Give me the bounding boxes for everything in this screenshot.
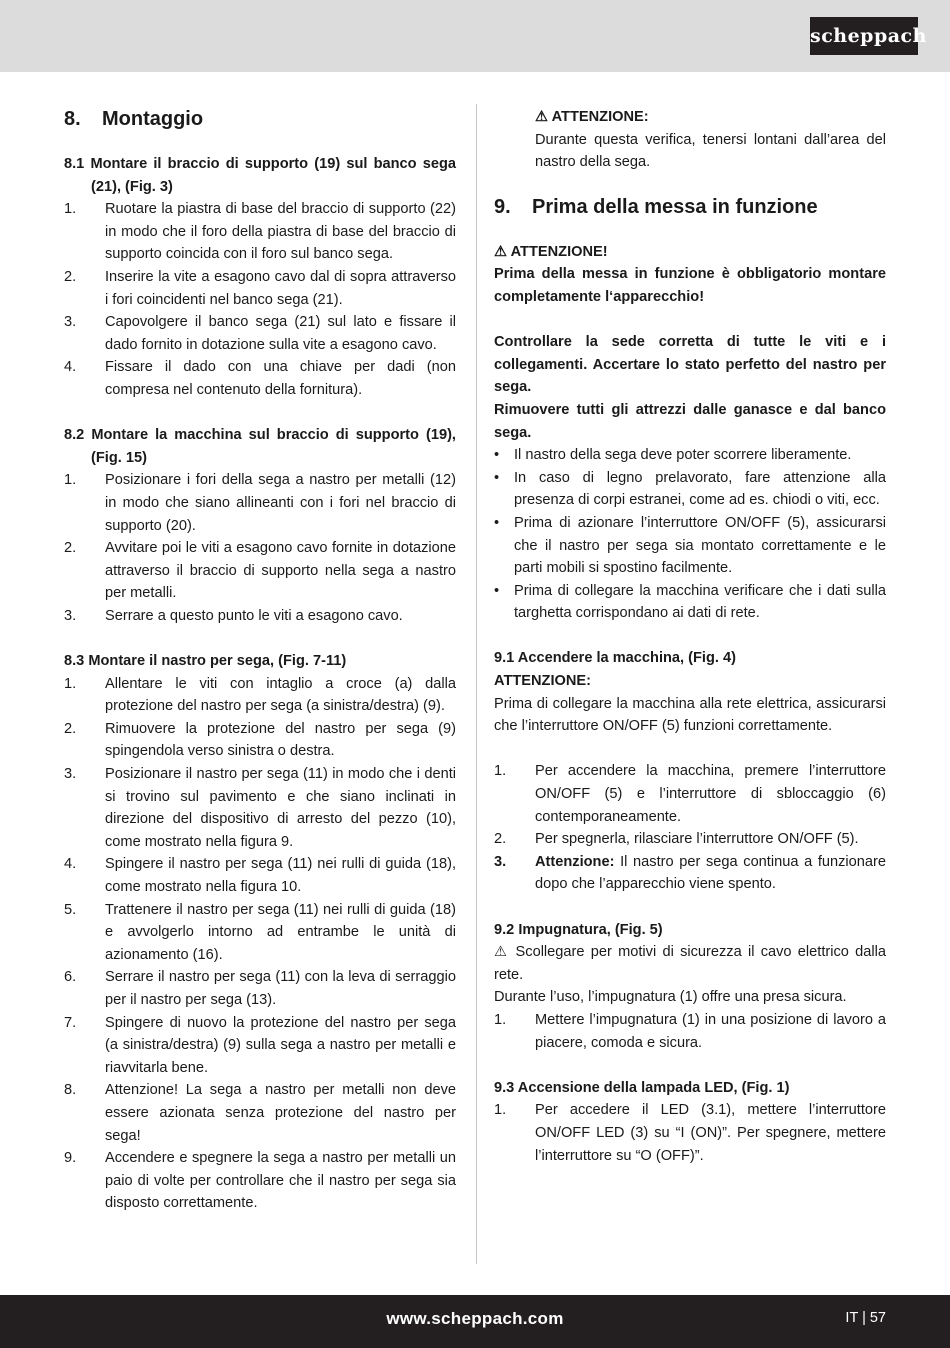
top-warning-label: ⚠ ATTENZIONE: [535,109,649,125]
section-8-2-heading: 8.2 Montare la macchina sul braccio di supporto (19), (Fig. 15) [64,427,456,466]
section-9-1-text: Prima di collegare la macchina alla rete elettrica, assicurarsi che l’interruttore ON/OFF (5) funzioni correttamente. [494,695,886,735]
list-item: 3. Serrare a questo punto le viti a esagono cavo. [64,607,403,624]
list-item: • Il nastro della sega deve poter scorrere liberamente. [494,444,886,467]
section-9-1-attention: ATTENZIONE: [494,673,592,690]
list-item: 2. Per spegnerla, rilasciare l’interruttore ON/OFF (5). [494,831,859,848]
section-9-2-text: Durante l’uso, l’impugnatura (1) offre una presa sicura. [494,989,847,1006]
list-item: 5. Trattenere il nastro per sega (11) nei rulli di guida (18) e avvolgerlo intorno ad entrambe le unità di azionamento (16). [64,901,456,963]
list-item: 9. Accendere e spegnere la sega a nastro per metalli un paio di volte per controllare che il nastro per sega sia disposto correttamente. [64,1150,456,1212]
top-warning-text: Durante questa verifica, tenersi lontani dall’area del nastro della sega. [535,131,886,171]
section-9-3-list [494,1099,886,1167]
section-8-2-list [64,469,456,627]
section-8-3-list [64,673,456,1215]
warning-text: Prima della messa in funzione è obbligatorio montare completamente l‘apparecchio! [494,266,886,305]
footer-bar [0,1295,950,1348]
list-item: 1. Per accendere la macchina, premere l’interruttore ON/OFF (5) e l’interruttore di sbloccaggio (6) contemporaneamente. [494,763,886,825]
page-number: IT | 57 [845,1310,886,1326]
list-item: • Prima di collegare la macchina verificare che i dati sulla targhetta corrispondano ai dati di rete. [494,580,886,625]
left-column [64,104,456,1215]
section-9-2-heading: 9.2 Impugnatura, (Fig. 5) [494,921,663,938]
list-item: 4. Spingere il nastro per sega (11) nei rulli di guida (18), come mostrato nella figura 10. [64,856,456,895]
section-8-1-list [64,198,456,401]
list-item: 2. Avvitare poi le viti a esagono cavo fornite in dotazione attraverso il braccio di supporto nella sega a nastro per metalli. [64,540,456,602]
section-8-3-heading: 8.3 Montare il nastro per sega, (Fig. 7-11) [64,653,347,670]
section-9-title: 9. Prima della messa in funzione [494,195,818,218]
footer-url[interactable]: www.scheppach.com [386,1309,564,1328]
check-text: Controllare la sede corretta di tutte le viti e i collegamenti. Accertare lo stato perfetto del nastro per sega. [494,334,886,396]
list-item: 2. Inserire la vite a esagono cavo dal di sopra attraverso i fori coincidenti nel banco sega (21). [64,268,456,308]
right-column [494,106,886,1167]
header-bar [0,0,950,72]
section-9-1-heading: 9.1 Accendere la macchina, (Fig. 4) [494,650,736,667]
list-item: 1. Ruotare la piastra di base del braccio di supporto (22) in modo che il foro della piastra di base del braccio di supporto coincida con il foro sul banco sega. [64,201,456,263]
list-item: 7. Spingere di nuovo la protezione del nastro per sega (a sinistra/destra) (9) sulla sega a nastro per metalli e riavvitarla bene. [64,1014,456,1076]
column-divider [476,104,477,1264]
list-item: 3. Attenzione: Il nastro per sega continua a funzionare dopo che l’apparecchio viene spento. [494,853,886,893]
list-item: 1. Mettere l’impugnatura (1) in una posizione di lavoro a piacere, comoda e sicura. [494,1011,886,1051]
list-item: 2. Rimuovere la protezione del nastro per sega (9) spingendola verso sinistra o destra. [64,720,456,760]
list-item: 1. Per accedere il LED (3.1), mettere l’interruttore ON/OFF LED (3) su “I (ON)”. Per spegnere, mettere l’interruttore su “O (OFF)”. [494,1102,886,1164]
list-item: • In caso di legno prelavorato, fare attenzione alla presenza di corpi estranei, come ad es. chiodi o viti, ecc. [494,467,886,512]
list-item: 6. Serrare il nastro per sega (11) con la leva di serraggio per il nastro per sega (13). [64,969,456,1008]
list-item: 3. Capovolgere il banco sega (21) sul lato e fissare il dado fornito in dotazione sulla vite a esagono cavo. [64,314,456,353]
brand-logo: scheppach [810,17,918,55]
remove-text: Rimuovere tutti gli attrezzi dalle ganasce e dal banco sega. [494,401,886,441]
section-8-1-heading: 8.1 Montare il braccio di supporto (19) sul banco sega (21), (Fig. 3) [64,156,456,195]
section-9-3-heading: 9.3 Accensione della lampada LED, (Fig. 1) [494,1079,790,1096]
list-item: • Prima di azionare l’interruttore ON/OFF (5), assicurarsi che il nastro per sega sia montato correttamente e le parti mobili si spostino facilmente. [494,512,886,580]
checklist [494,444,886,625]
section-9-1-list [494,760,886,896]
list-item: 8. Attenzione! La sega a nastro per metalli non deve essere azionata senza protezione del nastro per sega! [64,1082,456,1144]
warning-label: ⚠ ATTENZIONE! [494,243,608,260]
list-item: 4. Fissare il dado con una chiave per dadi (non compresa nel contenuto della fornitura). [64,359,456,398]
section-9-2-list [494,1009,886,1054]
section-9-2-warning: ⚠ Scollegare per motivi di sicurezza il cavo elettrico dalla rete. [494,944,886,983]
list-item: 1. Allentare le viti con intaglio a croce (a) dalla protezione del nastro per sega (a sinistra/destra) (9). [64,675,456,715]
list-item: 3. Posizionare il nastro per sega (11) in modo che i denti si trovino sul pavimento e che siano inclinati in direzione del dispositivo di arresto del pezzo (10), come mostrato nella figura 9. [64,766,456,850]
list-item: 1. Posizionare i fori della sega a nastro per metalli (12) in modo che siano allineanti con i fori nel braccio di supporto (20). [64,472,456,534]
section-8-title: 8. Montaggio [64,108,204,130]
